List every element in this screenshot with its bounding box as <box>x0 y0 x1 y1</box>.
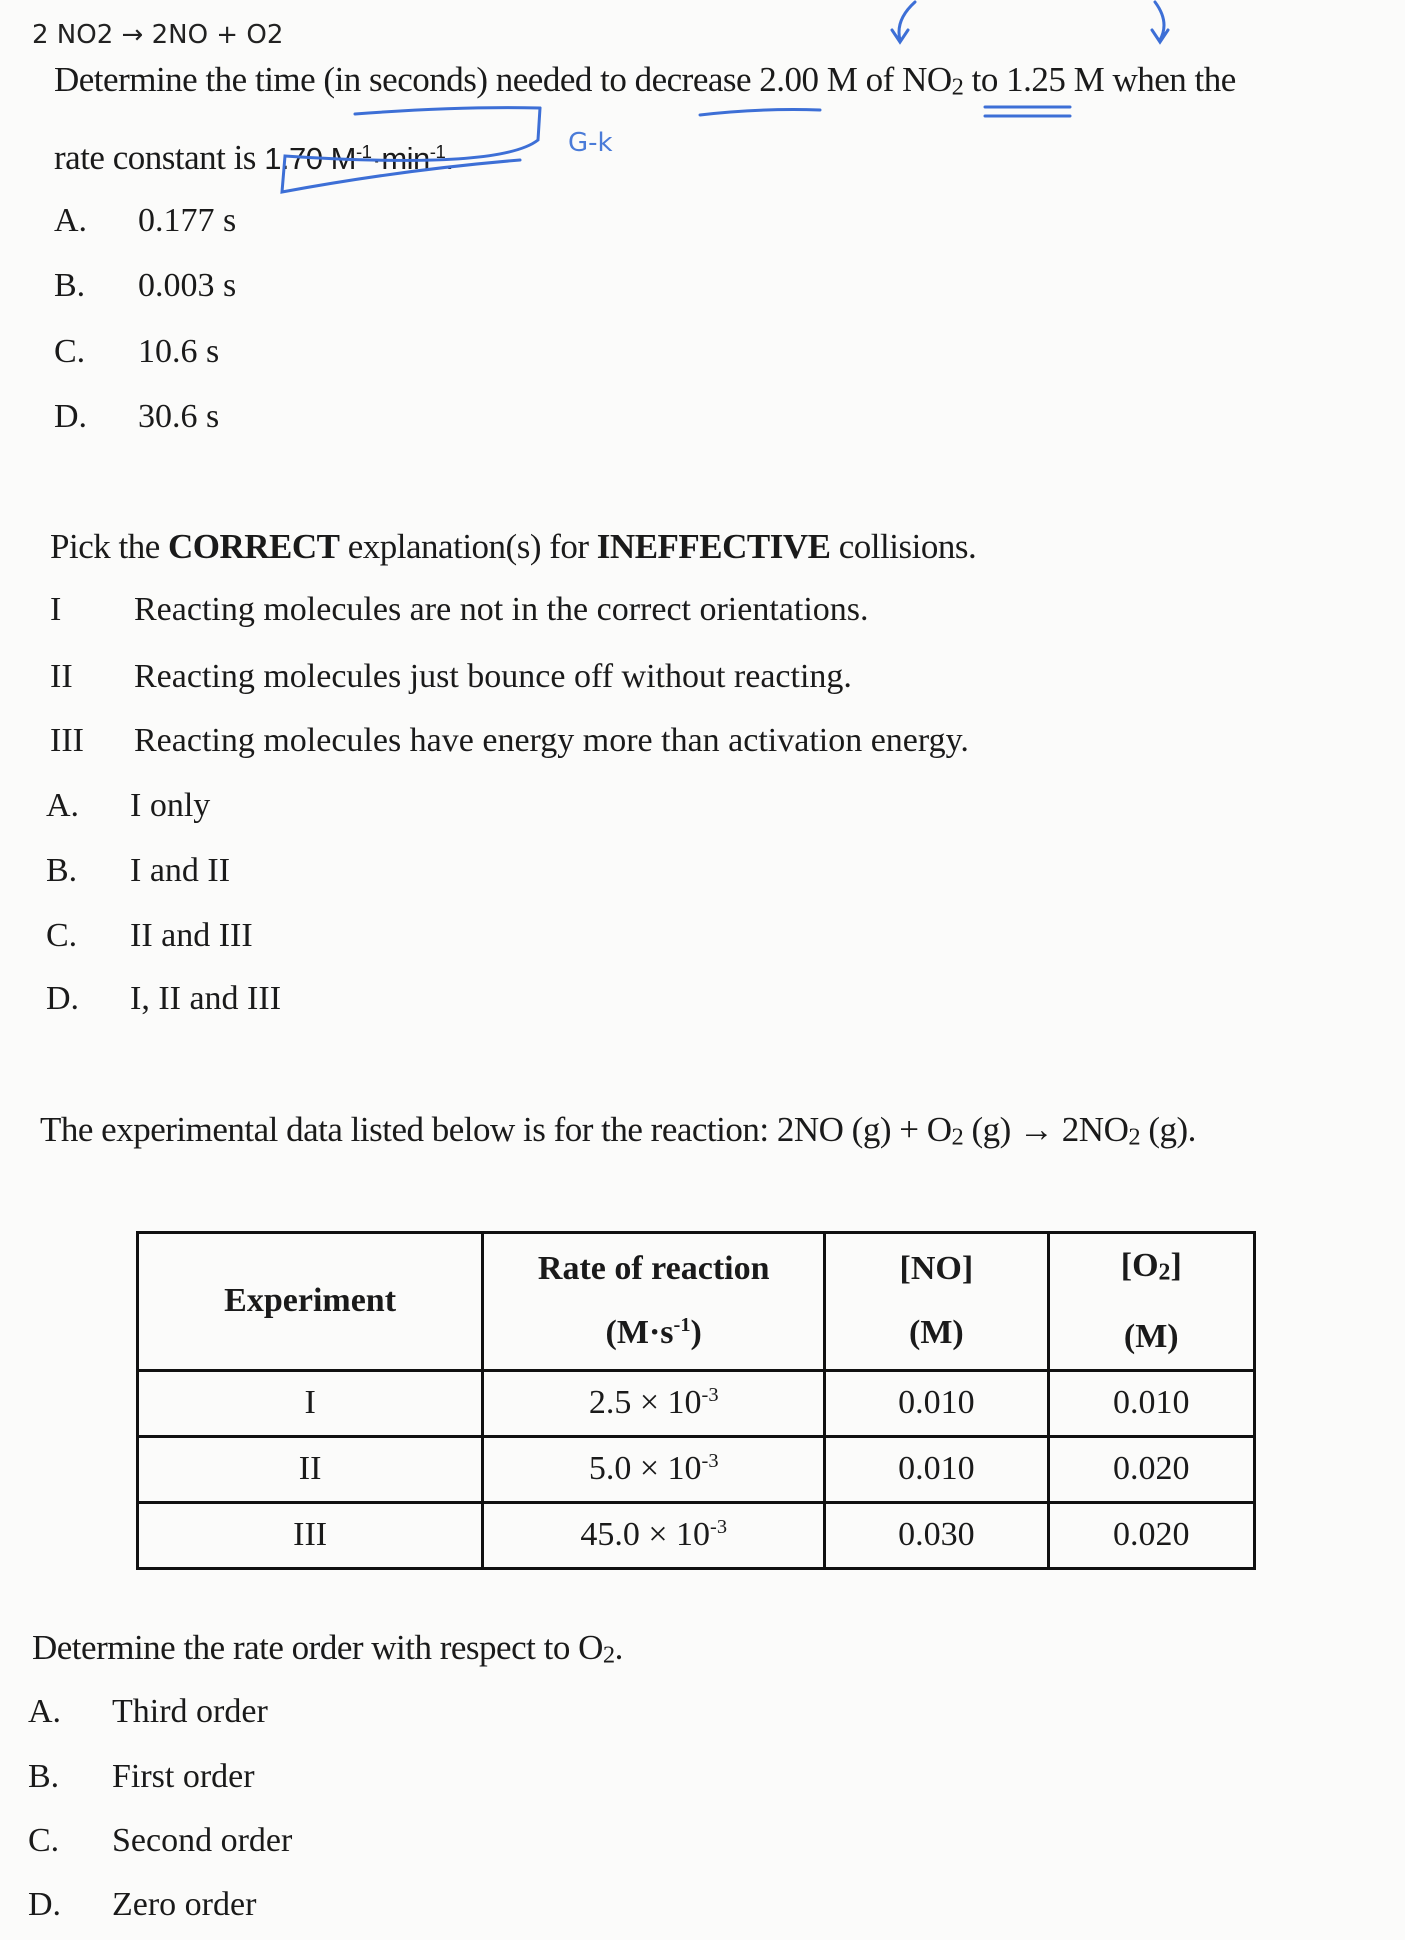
q2-statement-3: III Reacting molecules have energy more than activation energy. <box>50 722 969 759</box>
header-no: [NO] (M) <box>825 1233 1048 1371</box>
q2-option-a[interactable]: A. I only <box>46 787 211 824</box>
handwritten-equation: 2 NO2 → 2NO + O2 <box>32 20 284 50</box>
q1-line2: rate constant is 1.70 $M^{-1}\cdot\min^{-1}$. <box>54 138 454 177</box>
q3-intro: The experimental data listed below is for the reaction: 2NO $(g) + O_2$ $(g) \to 2NO_2$ (g). <box>40 1110 1196 1151</box>
cell-o2: 0.020 <box>1048 1502 1254 1568</box>
q2-option-b[interactable]: B. I and II <box>46 852 231 889</box>
arrow-down-1-icon <box>892 2 915 42</box>
table-header-row <box>138 1233 1255 1371</box>
q2-statement-1: I Reacting molecules are not in the correct orientations. <box>50 591 869 628</box>
q1-option-c[interactable]: C. 10.6 s <box>54 333 220 370</box>
q2-option-d[interactable]: D. I, II and III <box>46 980 282 1017</box>
q4-option-a[interactable]: A. Third order <box>28 1693 268 1730</box>
q2-option-c[interactable]: C. II and III <box>46 917 253 954</box>
cell-experiment: III <box>138 1502 483 1568</box>
cell-no: 0.030 <box>825 1502 1048 1568</box>
handwritten-note: G-k <box>568 128 613 158</box>
cell-rate: $2.5 \times 10^{-3}$ <box>483 1370 825 1436</box>
cell-rate: $45.0 \times 10^{-3}$ <box>483 1502 825 1568</box>
cell-experiment: I <box>138 1370 483 1436</box>
q1-option-b[interactable]: B. 0.003 s <box>54 267 237 304</box>
cell-o2: 0.020 <box>1048 1436 1254 1502</box>
cell-no: 0.010 <box>825 1436 1048 1502</box>
q1-option-a[interactable]: A. 0.177 s <box>54 202 237 239</box>
q4-question: Determine the rate order with respect to $O_2$. <box>32 1628 623 1669</box>
cell-rate: $5.0 \times 10^{-3}$ <box>483 1436 825 1502</box>
table-row <box>138 1502 1255 1568</box>
cell-no: 0.010 <box>825 1370 1048 1436</box>
q1-line1: Determine the time (in seconds) needed to decrease 2.00 M of $NO_2$ to 1.25 M when the <box>54 60 1236 101</box>
q4-option-c[interactable]: C. Second order <box>28 1822 293 1859</box>
cell-o2: 0.010 <box>1048 1370 1254 1436</box>
header-o2: $[O_2]$ (M) <box>1048 1233 1254 1371</box>
cell-experiment: II <box>138 1436 483 1502</box>
q4-option-b[interactable]: B. First order <box>28 1758 255 1795</box>
q2-question: Pick the CORRECT explanation(s) for INEFFECTIVE collisions. <box>50 527 977 566</box>
arrow-down-2-icon <box>1152 2 1168 42</box>
header-rate: Rate of reaction $(M\cdot s^{-1})$ <box>483 1233 825 1371</box>
q1-option-d[interactable]: D. 30.6 s <box>54 398 220 435</box>
header-experiment: Experiment <box>138 1233 483 1371</box>
q4-option-d[interactable]: D. Zero order <box>28 1886 257 1923</box>
q2-statement-2: II Reacting molecules just bounce off without reacting. <box>50 658 852 695</box>
underline-decrease <box>700 110 820 115</box>
underline-seconds <box>355 108 540 114</box>
table-row <box>138 1436 1255 1502</box>
experiment-data-table <box>136 1231 1256 1570</box>
table-row <box>138 1370 1255 1436</box>
